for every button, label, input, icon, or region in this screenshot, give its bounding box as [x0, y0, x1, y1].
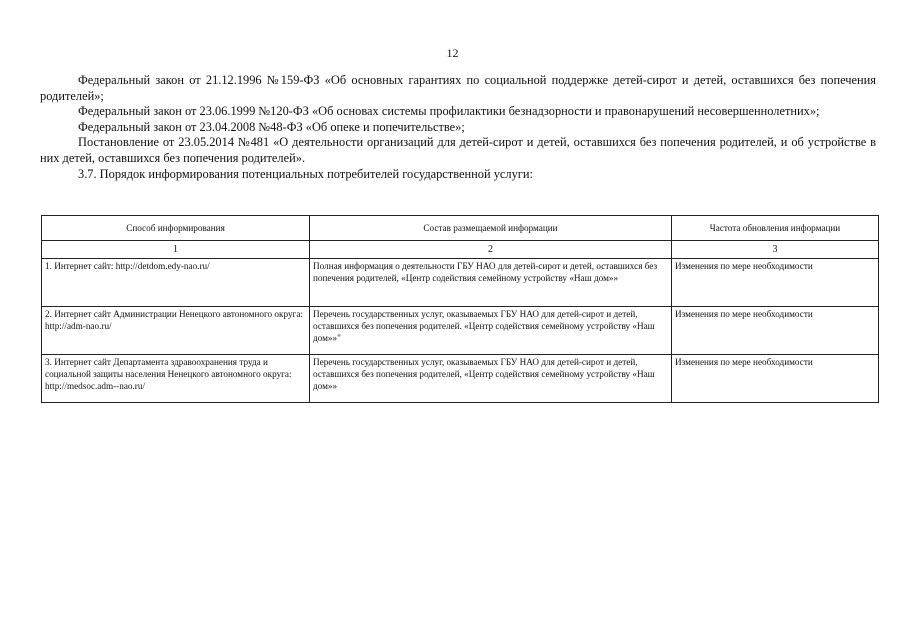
header-method: Способ информирования [42, 216, 310, 241]
section-heading: 3.7. Порядок информирования потенциальных потребителей государственной услуги: [78, 167, 533, 181]
resolution-paragraph-481: Постановление от 23.05.2014 №481 «О деятельности организаций для детей-сирот и детей, оставшихся без попечения родителей, и об устройстве в них детей, оставшихся без попечения родителей». [40, 135, 876, 165]
law-paragraph-159: Федеральный закон от 21.12.1996 №159-ФЗ «Об основных гарантиях по социальной поддержке детей-сирот и детей, оставшихся без попечения родителей»; [40, 73, 876, 103]
cell-frequency: Изменения по мере необходимости [672, 307, 879, 355]
header-frequency: Частота обновления информации [672, 216, 879, 241]
cell-content: Перечень государственных услуг, оказываемых ГБУ НАО для детей-сирот и детей, оставшихся без попечения родителей. «Центр содействия семейному устройству «Наш дом»»" [310, 307, 672, 355]
cell-content: Перечень государственных услуг, оказываемых ГБУ НАО для детей-сирот и детей, оставшихся без попечения родителей, «Центр содействия семейному устройству «Наш дом»» [310, 355, 672, 403]
cell-frequency: Изменения по мере необходимости [672, 355, 879, 403]
cell-frequency: Изменения по мере необходимости [672, 259, 879, 307]
law-paragraph-48: Федеральный закон от 23.04.2008 №48-ФЗ «Об опеке и попечительстве»; [78, 119, 465, 134]
information-methods-table [41, 215, 879, 403]
table-row [42, 307, 879, 355]
cell-method: 1. Интернет сайт: http://detdom.edy-nao.ru/ [42, 259, 310, 307]
table-row [42, 259, 879, 307]
cell-content: Полная информация о деятельности ГБУ НАО для детей-сирот и детей, оставшихся без попечения родителей, «Центр содействия семейному устройству «Наш дом»» [310, 259, 672, 307]
column-number: 3 [672, 241, 879, 259]
law-paragraph-120: Федеральный закон от 23.06.1999 №120-ФЗ «Об основах системы профилактики безнадзорности и правонарушений несовершеннолетних»; [78, 104, 820, 118]
table-header-row [42, 216, 879, 241]
header-content: Состав размещаемой информации [310, 216, 672, 241]
document-body [40, 73, 876, 183]
table-row [42, 355, 879, 403]
page-number: 12 [446, 46, 459, 60]
column-number: 2 [310, 241, 672, 259]
column-number: 1 [42, 241, 310, 259]
cell-method: 3. Интернет сайт Департамента здравоохранения труда и социальной защиты населения Ненецкого автономного округа: http://medsoc.adm--nao.ru/ [42, 355, 310, 403]
cell-method: 2. Интернет сайт Администрации Ненецкого автономного округа: http://adm-nao.ru/ [42, 307, 310, 355]
table-number-row [42, 241, 879, 259]
